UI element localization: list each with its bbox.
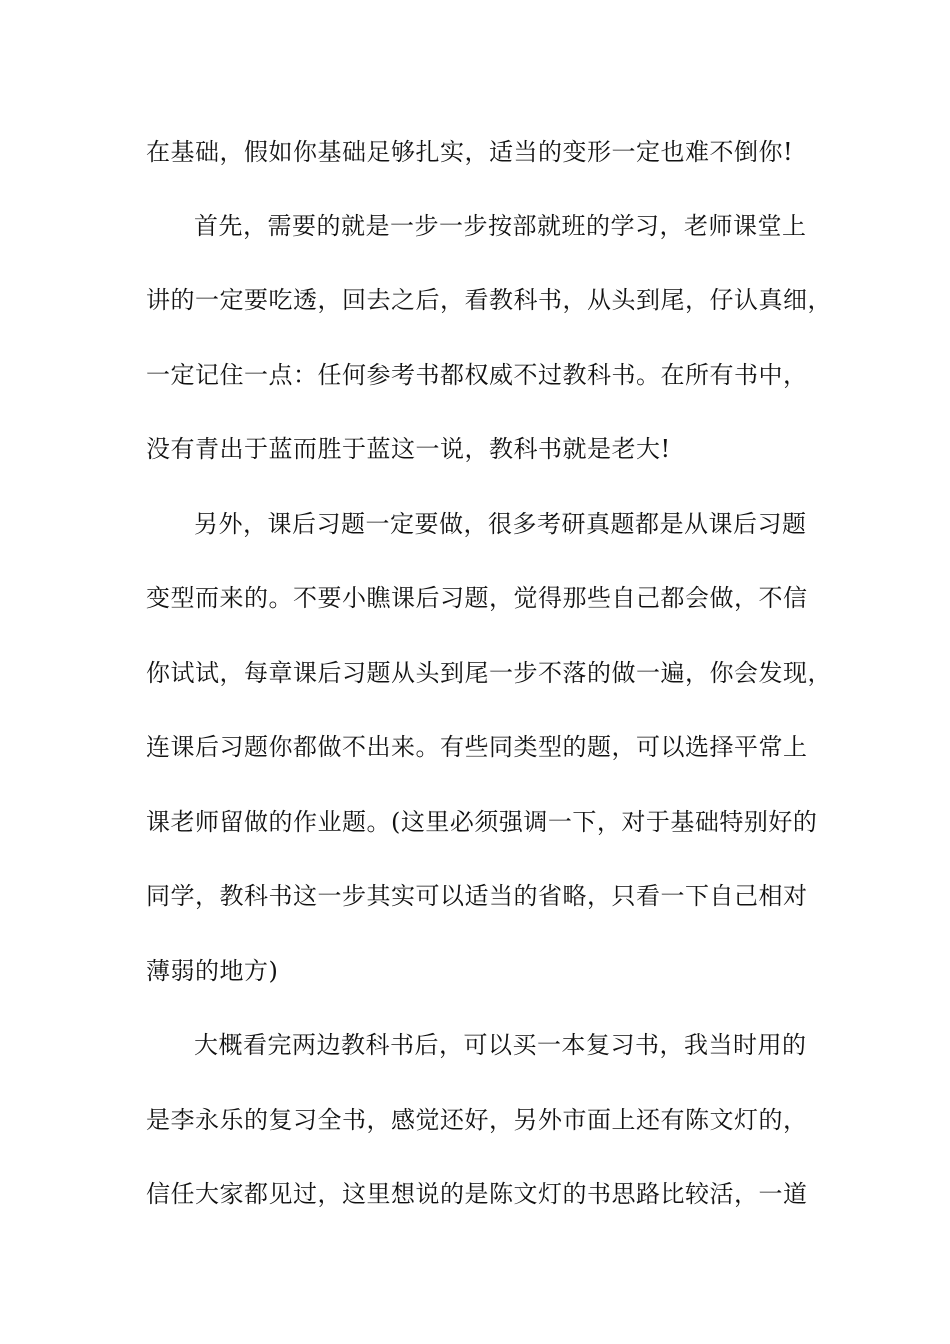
text-line: 一定记住一点：任何参考书都权威不过教科书。在所有书中，: [146, 361, 808, 389]
text-line: 你试试，每章课后习题从头到尾一步不落的做一遍，你会发现，: [146, 659, 832, 687]
paragraph-first-line: 首先，需要的就是一步一步按部就班的学习，老师课堂上: [194, 212, 807, 240]
paragraph-first-line: 另外，课后习题一定要做，很多考研真题都是从课后习题: [194, 510, 807, 538]
text-line: 是李永乐的复习全书，感觉还好，另外市面上还有陈文灯的，: [146, 1106, 808, 1134]
text-line: 薄弱的地方): [146, 957, 279, 985]
text-line: 变型而来的。不要小瞧课后习题，觉得那些自己都会做，不信: [146, 584, 808, 612]
text-line: 在基础，假如你基础足够扎实，适当的变形一定也难不倒你!: [146, 138, 794, 166]
text-line: 连课后习题你都做不出来。有些同类型的题，可以选择平常上: [146, 733, 808, 761]
text-line: 课老师留做的作业题。(这里必须强调一下，对于基础特别好的: [146, 808, 818, 836]
text-line: 讲的一定要吃透，回去之后，看教科书，从头到尾，仔认真细，: [146, 286, 832, 314]
text-line: 信任大家都见过，这里想说的是陈文灯的书思路比较活，一道: [146, 1180, 808, 1208]
text-line: 没有青出于蓝而胜于蓝这一说，教科书就是老大!: [146, 435, 671, 463]
paragraph-first-line: 大概看完两边教科书后，可以买一本复习书，我当时用的: [194, 1031, 807, 1059]
text-line: 同学，教科书这一步其实可以适当的省略，只看一下自己相对: [146, 882, 808, 910]
